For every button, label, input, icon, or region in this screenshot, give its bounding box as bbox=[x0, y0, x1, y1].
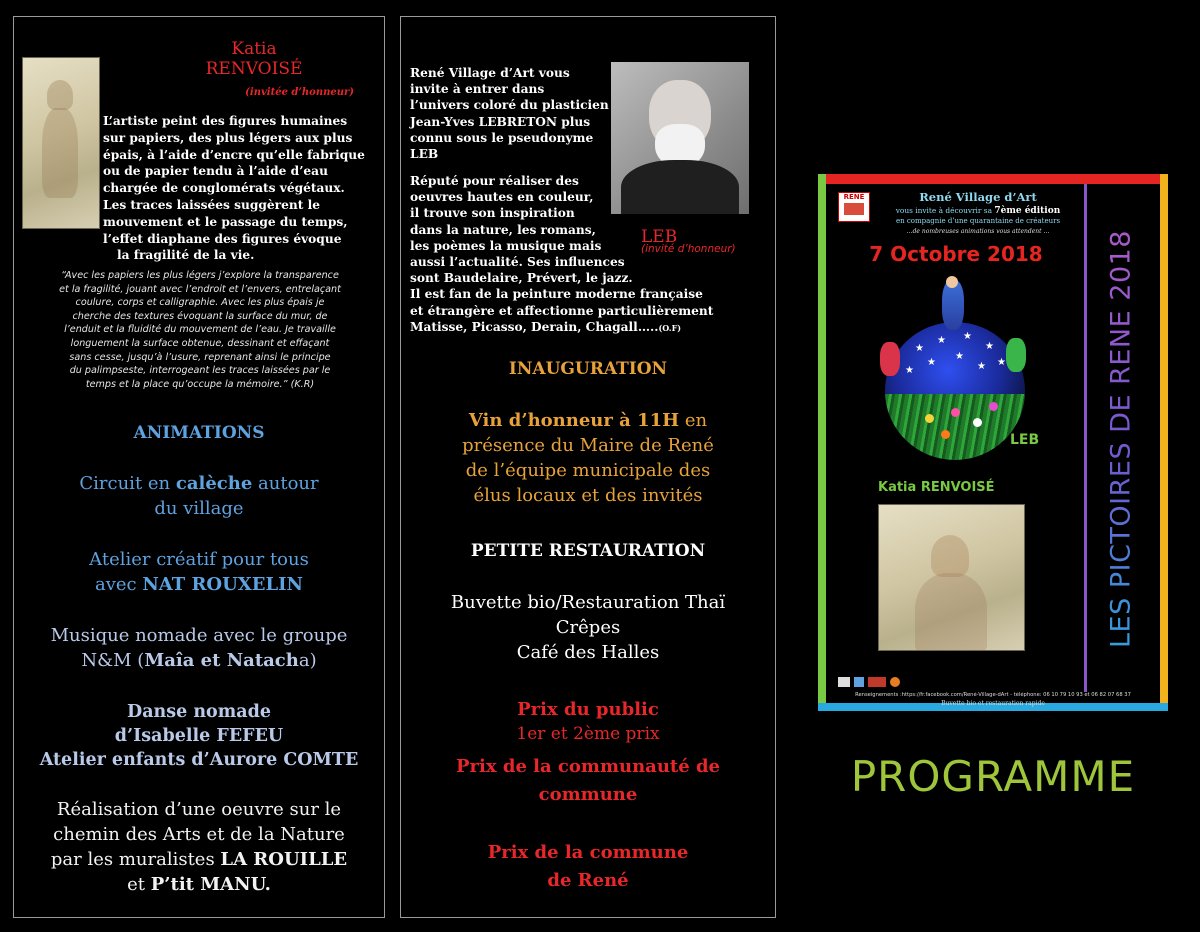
prix-communaute: Prix de la communauté de commune bbox=[456, 756, 720, 805]
poster-header-line1: vous invite à découvrir sa 7ème édition bbox=[895, 206, 1061, 216]
restauration-heading: PETITE RESTAURATION bbox=[470, 541, 706, 561]
animations-heading: ANIMATIONS bbox=[133, 423, 265, 443]
programme-title: PROGRAMME bbox=[850, 752, 1136, 801]
leb-globe-artwork: ★ ★ ★ ★ ★ ★ ★ ★ ★ bbox=[880, 276, 1030, 460]
quote-line: du palimpseste, interrogeant les traces laissées par le bbox=[69, 365, 331, 377]
bio-line: Les traces laissées suggèrent le bbox=[103, 197, 320, 212]
vin-d-honneur: Vin d’honneur à 11H en présence du Maire de René de l’équipe municipale des élus locaux et des invités bbox=[462, 410, 714, 506]
middle-panel bbox=[400, 16, 776, 918]
poster-vertical-title: LES PICTOIRES DE RENE 2018 bbox=[1106, 204, 1137, 674]
poster-artist-label: Katia RENVOISÉ bbox=[878, 480, 995, 495]
poster-header-line2: en compagnie d’une quarantaine de créateurs bbox=[895, 217, 1061, 225]
quote-line: longuement la surface obtenue, dessinant et effaçant bbox=[70, 337, 330, 349]
bio-line: l’effet diaphane des figures évoque bbox=[103, 231, 342, 246]
bio-line: la fragilité de la vie. bbox=[117, 248, 255, 263]
poster-right-stripe bbox=[1160, 174, 1168, 711]
bio-line: chargée de conglomérats végétaux. bbox=[103, 181, 345, 196]
prix-commune: Prix de la commune de René bbox=[487, 842, 689, 891]
leb-intro: René Village d’Art vous invite à entrer dans l’univers coloré du plasticien Jean-Yves LEBRETON plus connu sous le pseudonyme LEB bbox=[410, 66, 609, 162]
musique-animation: Musique nomade avec le groupe N&M (Maîa et Natacha) bbox=[50, 625, 348, 671]
poster-left-stripe bbox=[818, 174, 826, 711]
atelier-animation: Atelier créatif pour tous avec NAT ROUXELIN bbox=[89, 549, 309, 595]
artist-last-name: RENVOISÉ bbox=[205, 59, 303, 79]
bio-line: L’artiste peint des figures humaines bbox=[103, 114, 348, 128]
poster-header-line3: …de nombreuses animations vous attendent … bbox=[906, 228, 1050, 235]
la-rouille: LA ROUILLE bbox=[220, 849, 348, 870]
poster-date: 7 Octobre 2018 bbox=[869, 242, 1043, 266]
poster-top-stripe bbox=[818, 174, 1168, 184]
quote-line: sans cesse, jusqu’à l’usure, reprenant ainsi le principe bbox=[69, 351, 331, 363]
leb-role: (invité d’honneur) bbox=[641, 243, 736, 255]
ptit-manu: P’tit MANU. bbox=[150, 874, 271, 895]
maia-natacha: Maîa et Natach bbox=[144, 650, 299, 671]
poster-footer-info: Renseignements :https://fr.facebook.com/René-Village-dArt - téléphone: 06 10 79 10 93 et 06 82 07 68 37 bbox=[855, 692, 1131, 698]
katia-quote bbox=[22, 269, 378, 391]
bio-line: mouvement et le passage du temps, bbox=[103, 214, 348, 229]
caleche-keyword: calèche bbox=[175, 473, 253, 494]
partner-logos bbox=[838, 672, 928, 684]
inauguration-heading: INAUGURATION bbox=[508, 359, 668, 379]
nat-rouxelin: NAT ROUXELIN bbox=[142, 574, 303, 595]
bio-line: épais, à l’aide d’encre qu’elle fabrique bbox=[103, 147, 365, 162]
poster-divider bbox=[1084, 184, 1087, 692]
caleche-animation: Circuit en calèche autour du village bbox=[79, 473, 319, 519]
bio-line: ou de papier tendu à l’aide d’eau bbox=[103, 164, 328, 179]
poster-vertical-title-wrap bbox=[1088, 186, 1154, 692]
poster-leb-label: LEB bbox=[1010, 432, 1040, 448]
quote-line: l’enduit et la fluidité du mouvement de l’eau. Je travaille bbox=[64, 324, 336, 336]
left-panel bbox=[13, 16, 385, 918]
quote-line: temps et la place qu’occupe la mémoire.” (K.R) bbox=[85, 378, 315, 390]
katia-poster-artwork-image bbox=[878, 504, 1025, 651]
rene-logo: RENÉ bbox=[838, 192, 870, 222]
poster-footer-buvette: Buvette bio et restauration rapide bbox=[941, 700, 1045, 707]
quote-line: “Avec les papiers les plus légers j’explore la transparence bbox=[61, 270, 339, 281]
artist-role: (invitée d’honneur) bbox=[245, 87, 354, 98]
bio-line: sur papiers, des plus légers aux plus bbox=[103, 130, 353, 145]
poster-header-title: René Village d’Art bbox=[919, 190, 1037, 204]
realisation-animation: Réalisation d’une oeuvre sur le chemin des Arts et de la Nature par les muralistes LA ROUILLE et P’tit MANU. bbox=[50, 799, 348, 895]
event-poster bbox=[818, 174, 1168, 711]
katia-artwork-image bbox=[22, 57, 100, 229]
quote-line: coulure, corps et calligraphie. Avec les plus épais je bbox=[75, 297, 325, 309]
quote-line: cherche des textures évoquant la surface du mur, de bbox=[72, 310, 328, 322]
artist-first-name: Katia bbox=[231, 39, 277, 59]
leb-description: Réputé pour réaliser des oeuvres hautes en couleur, il trouve son inspiration dans la nature, les romans, les poèmes la musique mais aussi l’actualité. Ses influences sont Baudelaire, Prévert, le jazz. Il est fan de la peinture moderne française et étrangère et affectionne particulièrement Matisse, Picasso, Derain, Chagall…..(O.F) bbox=[410, 174, 714, 334]
prix-du-public: Prix du public bbox=[517, 699, 659, 720]
katia-bio bbox=[103, 113, 383, 264]
danse-animation: Danse nomade d’Isabelle FEFEU Atelier enfants d’Aurore COMTE bbox=[39, 702, 359, 770]
prix-du-public-sub: 1er et 2ème prix bbox=[516, 724, 660, 744]
restauration-list: Buvette bio/Restauration Thaï Crêpes Café des Halles bbox=[450, 592, 726, 663]
quote-line: et la fragilité, jouant avec l’endroit et l’envers, entrelaçant bbox=[59, 283, 341, 295]
leb-name: LEB bbox=[641, 227, 678, 247]
